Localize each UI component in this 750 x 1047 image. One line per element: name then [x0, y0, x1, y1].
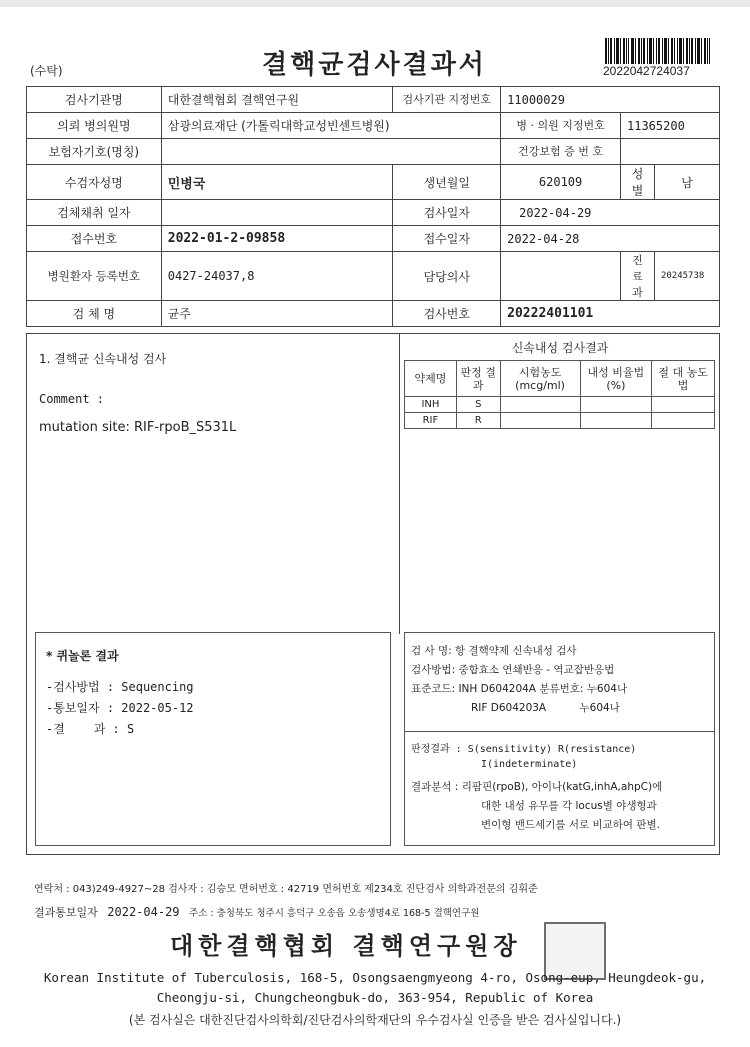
- quinolone-title: * 퀴놀론 결과: [46, 649, 119, 663]
- drug-result: R: [456, 413, 500, 429]
- judgement-legend-2: I(indeterminate): [481, 759, 578, 770]
- table-row: [27, 301, 720, 327]
- patient-reg-label: 병원환자 등록번호: [27, 252, 162, 301]
- judgement-legend-1: 판정결과 : S(sensitivity) R(resistance): [411, 744, 637, 755]
- mutation-site: mutation site: RIF-rpoB_S531L: [39, 420, 237, 435]
- address-en-1: Korean Institute of Tuberculosis, 168-5, Osongsaengmyeong 4-ro, Osong-eup, Heungdeok-gu,: [43, 970, 707, 985]
- insurance-no-label: 건강보험 증 번 호: [501, 139, 621, 165]
- quinolone-box: [35, 632, 391, 846]
- quinolone-date: -통보일자 : 2022-05-12: [46, 701, 194, 715]
- collect-date-label: 검체채취 일자: [27, 200, 162, 226]
- insured-value: [161, 139, 500, 165]
- page-title: 결핵균검사결과서: [262, 50, 487, 80]
- divider: [405, 731, 714, 732]
- receipt-no: 2022-01-2-09858: [161, 226, 393, 252]
- table-row: [27, 113, 720, 139]
- table-row: [27, 252, 720, 301]
- table-row: [405, 397, 715, 413]
- notify-date: 2022-04-29: [107, 905, 180, 919]
- analysis-1: 결과분석 : 리팜핀(rpoB), 아이나(katG,inhA,ahpC)에: [411, 781, 663, 793]
- lab-code: 11000029: [501, 87, 720, 113]
- test-item-title: 1. 결핵균 신속내성 검사: [39, 352, 167, 366]
- collect-date: [161, 200, 393, 226]
- specimen-value: 균주: [161, 301, 393, 327]
- drug-name: INH: [405, 397, 457, 413]
- dept-value: 20245738: [654, 252, 719, 301]
- birth-date: 620109: [501, 165, 621, 200]
- insured-label: 보험자기호(명칭): [27, 139, 162, 165]
- table-row: [27, 200, 720, 226]
- dept-label: 진료과: [621, 252, 655, 301]
- lab-code-label: 검사기관 지정번호: [393, 87, 501, 113]
- test-date: 2022-04-29: [501, 200, 720, 226]
- patient-label: 수검자성명: [27, 165, 162, 200]
- receipt-no-label: 접수번호: [27, 226, 162, 252]
- receipt-date-label: 접수일자: [393, 226, 501, 252]
- hospital-label: 의뢰 병의원명: [27, 113, 162, 139]
- comment-label: Comment :: [39, 392, 105, 406]
- sex-label: 성별: [621, 165, 655, 200]
- top-border: [0, 0, 750, 7]
- test-no: 20222401101: [501, 301, 720, 327]
- notify-line: [34, 904, 479, 920]
- notify-label: 결과통보일자: [34, 906, 98, 919]
- lab-name: 대한결핵협회 결핵연구원: [161, 87, 393, 113]
- patient-name: 민병국: [161, 165, 393, 200]
- test-date-label: 검사일자: [393, 200, 501, 226]
- certification-note: (본 검사실은 대한진단검사의학회/진단검사의학재단의 우수검사실 인증을 받은 검사실입니다.): [128, 1013, 622, 1027]
- drug-result: S: [456, 397, 500, 413]
- hospital-code-label: 병 · 의원 지정번호: [501, 113, 621, 139]
- specimen-label: 검 체 명: [27, 301, 162, 327]
- barcode-number: 2022042724037: [603, 64, 690, 78]
- col-absolute: 절 대 농도법: [652, 361, 715, 397]
- hospital-code: 11365200: [621, 113, 720, 139]
- table-row: [27, 139, 720, 165]
- drug-name: RIF: [405, 413, 457, 429]
- copy-label: (수탁): [30, 64, 63, 78]
- hospital-name: 삼광의료재단 (가톨릭대학교성빈센트병원): [161, 113, 500, 139]
- doctor-value: [501, 252, 621, 301]
- doctor-label: 담당의사: [393, 252, 501, 301]
- test-no-label: 검사번호: [393, 301, 501, 327]
- organization-name: 대한결핵협회 결핵연구원장: [170, 931, 522, 960]
- contact-line: 연락처 : 043)249-4927~28 검사자 : 김승모 면허번호 : 42719 면허번호 제234호 진단검사 의학과전문의 김휘준: [34, 884, 538, 895]
- test-method: 검사방법: 중합효소 연쇄반응 - 역교잡반응법: [411, 664, 615, 676]
- standard-code-1: 표준코드: INH D604204A 분류번호: 누604나: [411, 683, 628, 695]
- quinolone-result: -결 과 : S: [46, 722, 135, 736]
- analysis-2: 대한 내성 유무를 각 locus별 야생형과: [481, 800, 657, 812]
- sex-value: 남: [654, 165, 719, 200]
- rapid-result-title: 신속내성 검사결과: [511, 341, 609, 355]
- lab-name-label: 검사기관명: [27, 87, 162, 113]
- standard-code-2: RIF D604203A 누604나: [471, 702, 620, 714]
- table-row: [405, 413, 715, 429]
- table-row: [27, 87, 720, 113]
- barcode-image: [605, 38, 710, 64]
- patient-reg: 0427-24037,8: [161, 252, 393, 301]
- birth-label: 생년월일: [393, 165, 501, 200]
- table-header-row: [405, 361, 715, 397]
- susceptibility-table: [404, 360, 715, 429]
- col-concentration: 시험농도 (mcg/ml): [500, 361, 580, 397]
- divider: [399, 334, 400, 634]
- col-drug: 약제명: [405, 361, 457, 397]
- analysis-3: 변이형 밴드세기를 서로 비교하여 판별.: [481, 819, 660, 831]
- address-ko: 주소 : 충청북도 청주시 흥덕구 오송읍 오송생명4로 168-5 결핵연구원: [189, 908, 480, 919]
- table-row: [27, 165, 720, 200]
- insurance-no: [621, 139, 720, 165]
- col-judgement: 판정 결과: [456, 361, 500, 397]
- quinolone-method: -검사방법 : Sequencing: [46, 680, 194, 694]
- test-info-box: [404, 632, 715, 846]
- table-row: [27, 226, 720, 252]
- patient-info-table: [26, 86, 720, 327]
- receipt-date: 2022-04-28: [501, 226, 720, 252]
- result-section: [26, 333, 720, 855]
- test-name: 검 사 명: 항 결핵약제 신속내성 검사: [411, 645, 577, 657]
- col-resistance-ratio: 내성 비율법(%): [580, 361, 652, 397]
- address-en-2: Cheongju-si, Chungcheongbuk-do, 363-954, Republic of Korea: [156, 990, 594, 1005]
